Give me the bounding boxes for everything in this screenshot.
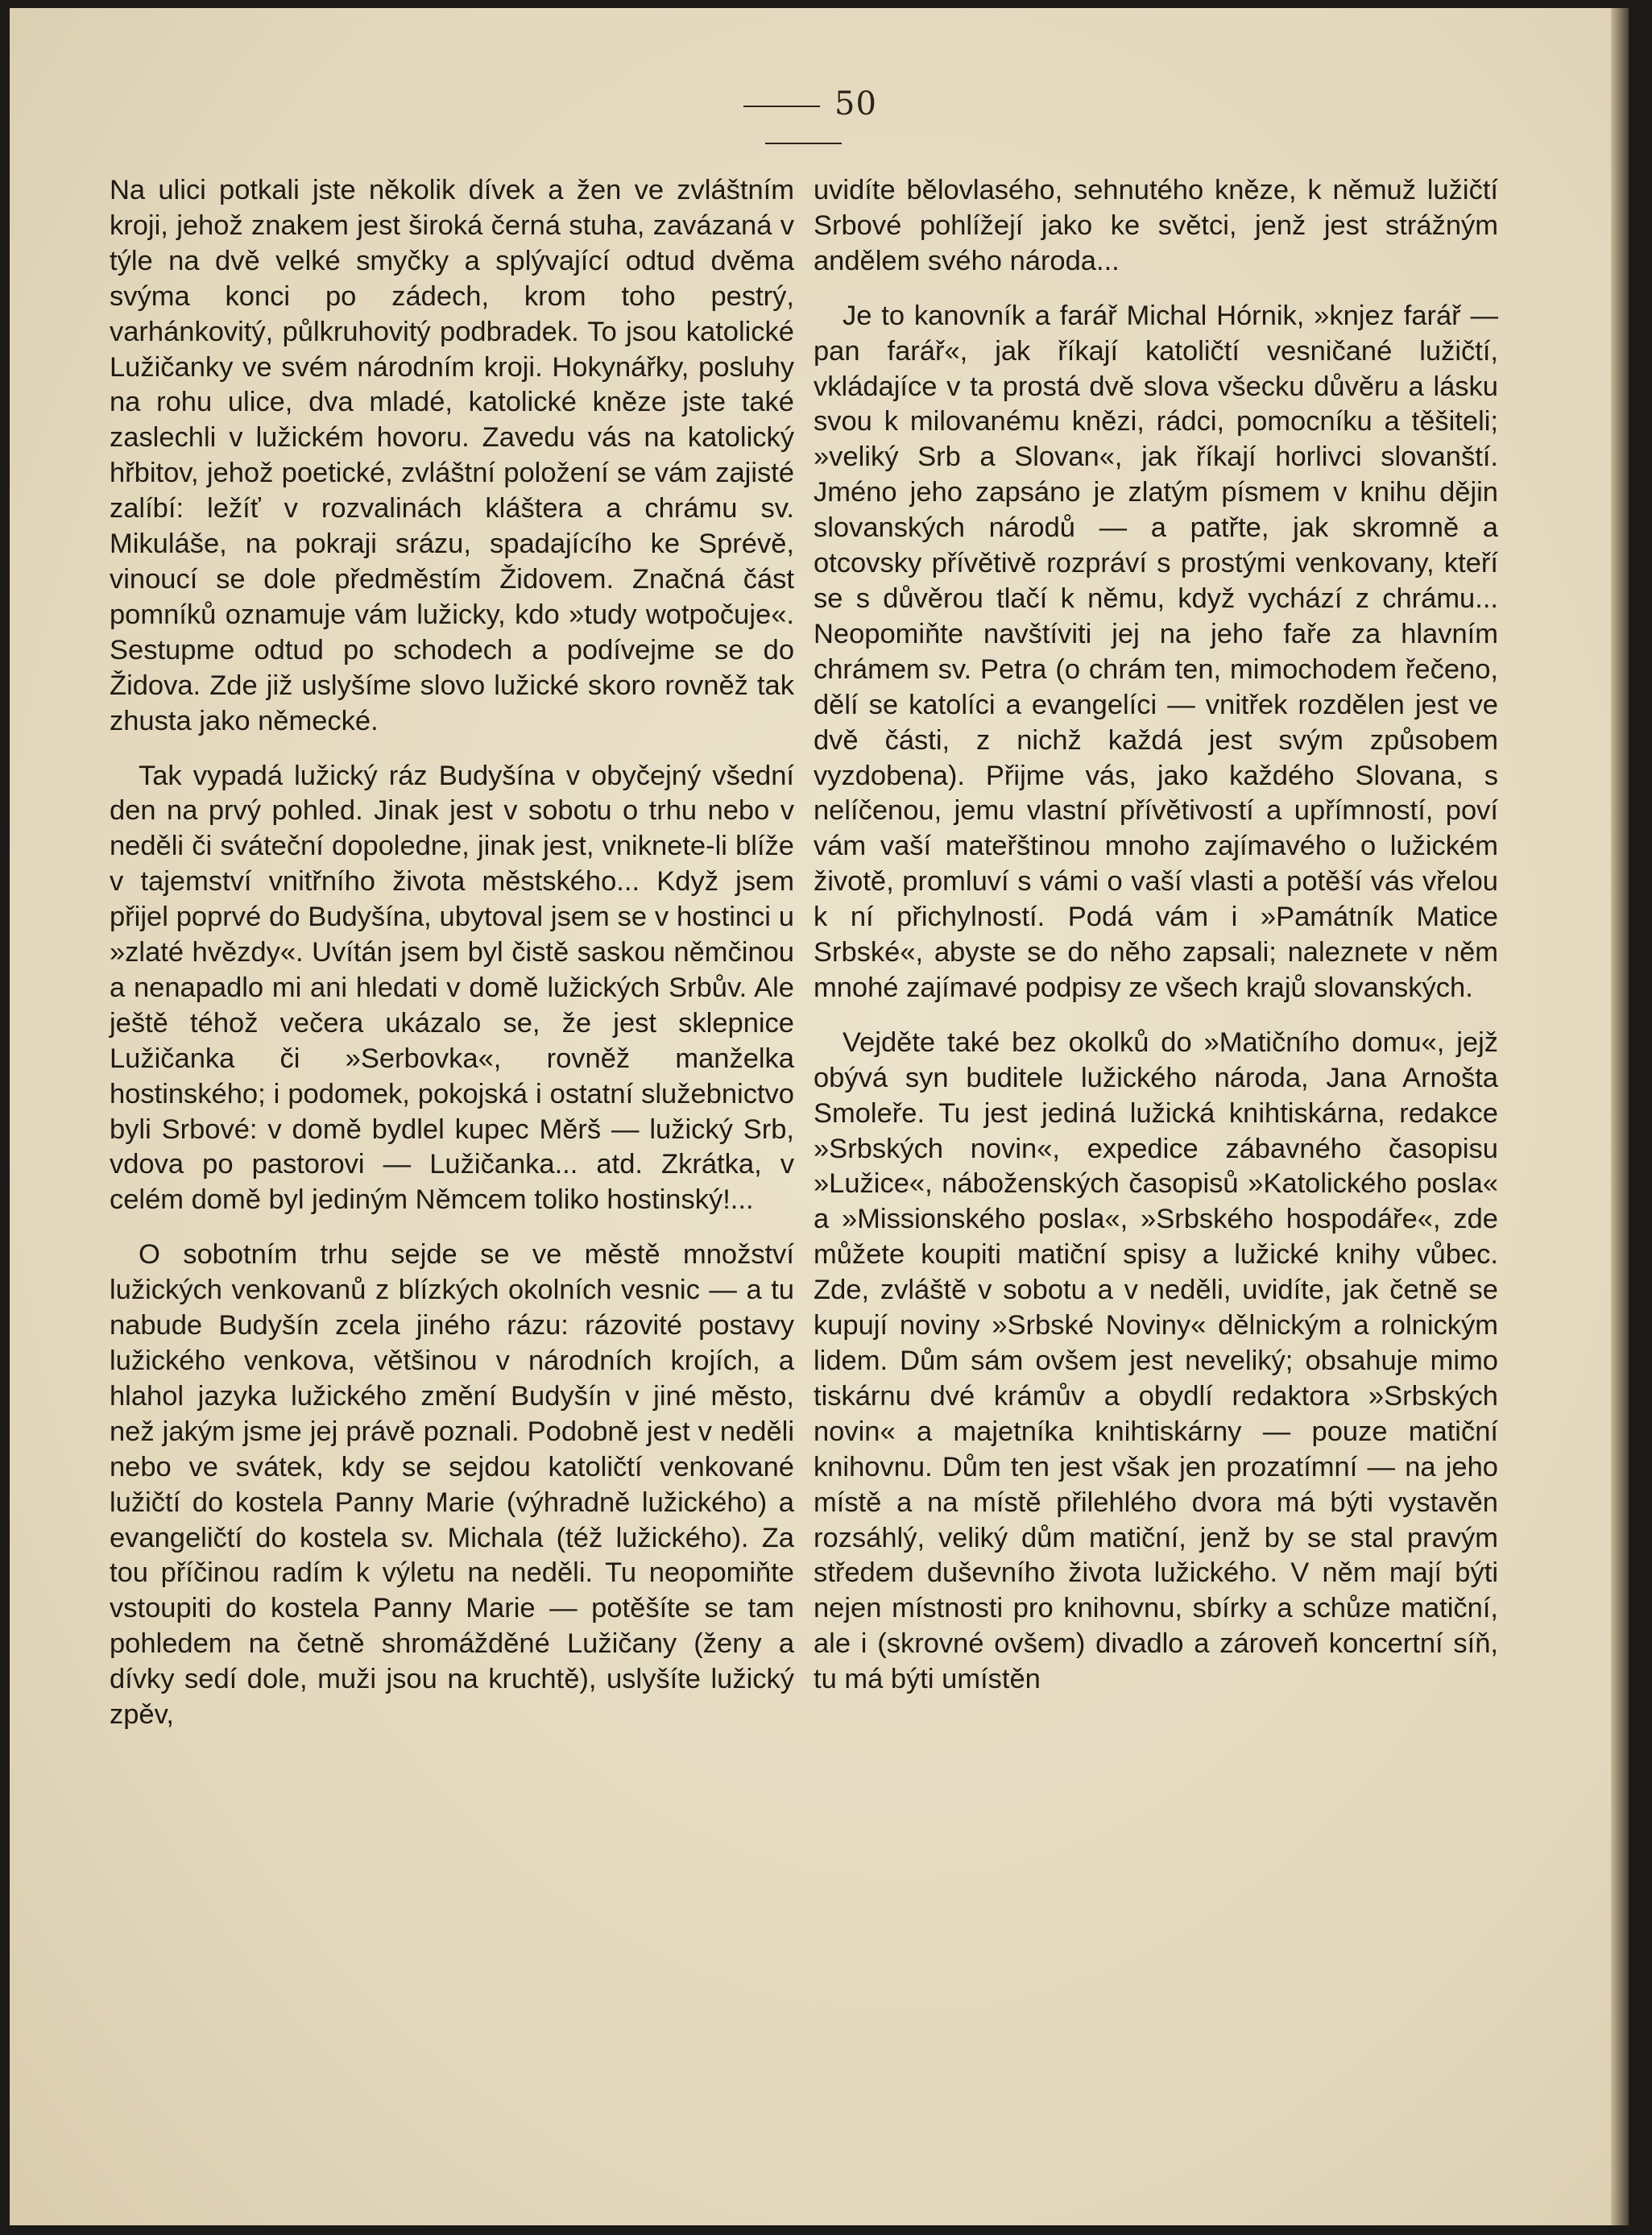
paragraph-left-2: Tak vypadá lužický ráz Budyšína v obyčejný všední den na prvý pohled. Jinak jest v sobotu o trhu nebo v neděli či sváteční dopoledne, jinak jest, vniknete-li blíže v tajemství vnitřního života městského... Když jsem přijel poprvé do Budyšína, ubytoval jsem se v hostinci u »zlaté hvězdy«. Uvítán jsem byl čistě saskou němčinou a nenapadlo mi ani hledati v domě lužických Srbův. Ale ještě téhož večera ukázalo se, že jest sklepnice Lužičanka či »Serbovka«, rovněž manželka hostinského; i podomek, pokojská i ostatní služebnictvo byli Srbové: v domě bydlel kupec Měrš — lužický Srb, vdova po pastorovi — Lužičanka... atd. Zkrátka, v celém domě byl jediným Němcem toliko hostinský!... (110, 760, 794, 1216)
paragraph-right-3: Vejděte také bez okolků do »Matičního domu«, jejž obývá syn buditele lužického národa, Jana Arnošta Smoleře. Tu jest jediná lužická knihtiskárna, redakce »Srbských novin«, expedice zábavného časopisu »Lužice«, náboženských časopisů »Katolického posla« a »Missionského posla«, »Srbského hospodáře«, zde můžete koupiti matiční spisy a lužické knihy vůbec. Zde, zvláště v sobotu a v neděli, uvidíte, jak četně se kupují noviny »Srbské Noviny« dělnickým a rolnickým lidem. Dům sám ovšem jest neveliký; obsahuje mimo tiskárnu dvé krámův a obydlí redaktora »Srbských novin« a majetníka knihtiskárny — pouze matiční knihovnu. Dům ten jest však jen prozatímní — na jeho místě a na místě přilehlého dvora má býti vystavěn rozsáhlý, veliký dům matiční, jenž by se stal pravým středem duševního života lužického. V něm mají býti nejen místnosti pro knihovnu, sbírky a schůze matiční, ale i (skrovné ovšem) divadlo a zároveň koncertní síň, tu má býti umístěn (814, 1026, 1498, 1695)
scanned-page (10, 8, 1629, 2225)
page-number: 50 (678, 85, 928, 160)
paragraph-right-2: Je to kanovník a farář Michal Hórnik, »knjez farář — pan farář«, jak říkají katoličtí vesničané lužičtí, vkládajíce v ta prostá dvě slova všecku důvěru a lásku svou k milovanému knězi, rádci, pomocníku a těšiteli; »veliký Srb a Slovan«, jak říkají horlivci slovanští. Jméno jeho zapsáno je zlatým písmem v knihu dějin slovanských národů — a patřte, jak skromně a otcovsky přívětivě rozpráví s prostými venkovany, kteří se s důvěrou tlačí k němu, když vychází z chrámu... Neopomiňte navštíviti jej na jeho faře za hlavním chrámem sv. Petra (o chrám ten, mimochodem řečeno, dělí se katolíci a evangelíci — vnitřek rozdělen jest ve dvě části, z nichž každá jest svým způsobem vyzdobena). Přijme vás, jako každého Slovana, s nelíčenou, jemu vlastní přívětivostí a upřímností, poví vám vaší mateřštinou mnoho zajímavého o lužickém životě, promluví s vámi o vaší vlasti a potěší vás vřelou k ní přichylností. Podá vám i »Památník Matice Srbské«, abyste se do něho zapsali; naleznete v něm mnohé zajímavé podpisy ze všech krajů slovanských. (814, 300, 1498, 1003)
left-text-column (110, 173, 794, 1752)
paragraph-left-3: O sobotním trhu sejde se ve městě množství lužických venkovanů z blízkých okolních vesnic — a tu nabude Budyšín zcela jiného rázu: rázovité postavy lužického venkova, většinou v národních krojích, a hlahol jazyka lužického změní Budyšín v jiné město, než jakým jsme jej právě poznali. Podobně jest v neděli nebo ve svátek, kdy se sejdou katoličtí venkované lužičtí do kostela Panny Marie (výhradně lužického) a evangeličtí do kostela sv. Michala (též lužického). Za tou příčinou radím k výletu na neděli. Tu neopomiňte vstoupiti do kostela Panny Marie — potěšíte se tam pohledem na četně shromážděné Lužičany (ženy a dívky sedí dole, muži jsou na kruchtě), uslyšíte lužický zpěv, (110, 1239, 794, 1731)
page-binding-edge (1611, 8, 1629, 2225)
right-text-column (814, 173, 1498, 1717)
paragraph-right-1: uvidíte bělovlasého, sehnutého kněze, k němuž lužičtí Srbové pohlížejí jako ke světci, jenž jest strážným andělem svého národa... (814, 175, 1498, 276)
paragraph-left-1: Na ulici potkali jste několik dívek a žen ve zvláštním kroji, jehož znakem jest široká černá stuha, zavázaná v týle na dvě velké smyčky a splývající odtud dvěma svýma konci po zádech, krom toho pestrý, varhánkovitý, půlkruhovitý podbradek. To jsou katolické Lužičanky ve svém národním kroji. Hokynářky, posluhy na rohu ulice, dva mladé, katolické kněze jste také zaslechli v lužickém hovoru. Zavedu vás na katolický hřbitov, jehož poetické, zvláštní položení se vám zajisté zalíbí: ležíť v rozvalinách kláštera a chrámu sv. Mikuláše, na pokraji srázu, spadajícího ke Sprévě, vinoucí se dole předměstím Židovem. Značná část pomníků oznamuje vám lužicky, kdo »tudy wotpočuje«. Sestupme odtud po schodech a podívejme se do Židova. Zde již uslyšíme slovo lužické skoro rovněž tak zhusta jako německé. (110, 175, 794, 736)
